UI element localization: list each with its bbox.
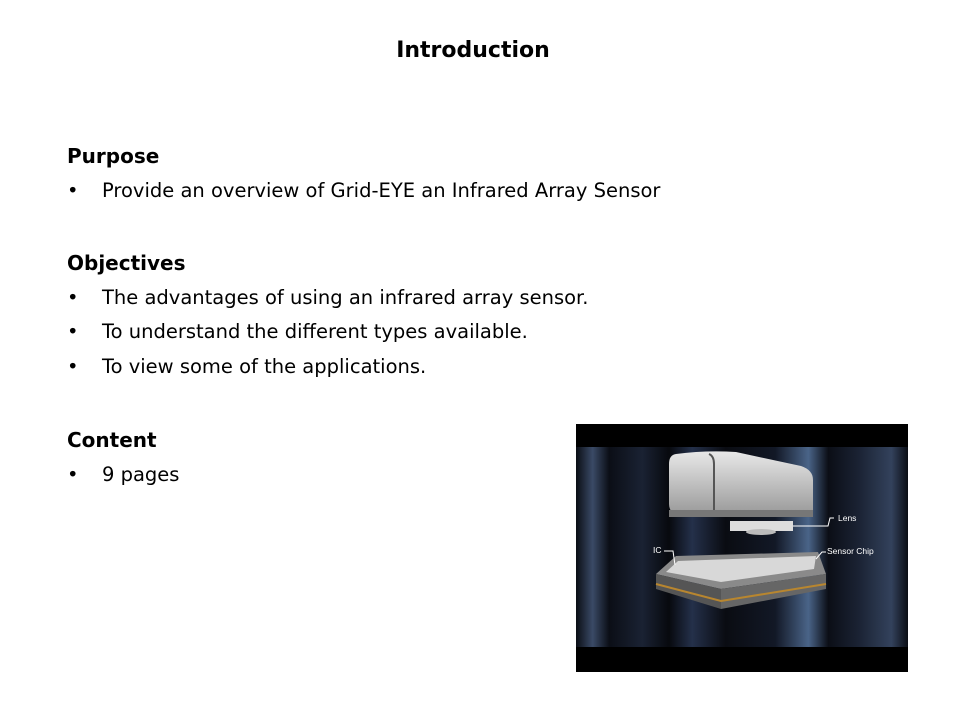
section-heading-objectives: Objectives [67,251,186,275]
section-heading-purpose: Purpose [67,144,160,168]
lens-label: Lens [838,513,857,523]
section-heading-content: Content [67,428,157,452]
sensor-chip-label: Sensor Chip [827,546,874,556]
bullet-item: • The advantages of using an infrared array sensor. [67,286,589,309]
bullet-item: • Provide an overview of Grid-EYE an Infrared Array Sensor [67,179,661,202]
bullet-item: • 9 pages [67,463,180,486]
bullet-item: • To view some of the applications. [67,355,427,378]
slide-title: Introduction [396,38,550,63]
ic-label: IC [653,545,662,555]
sensor-exploded-figure [576,424,908,672]
bullet-item: • To understand the different types available. [67,320,528,343]
sensor-diagram-image [576,424,908,672]
